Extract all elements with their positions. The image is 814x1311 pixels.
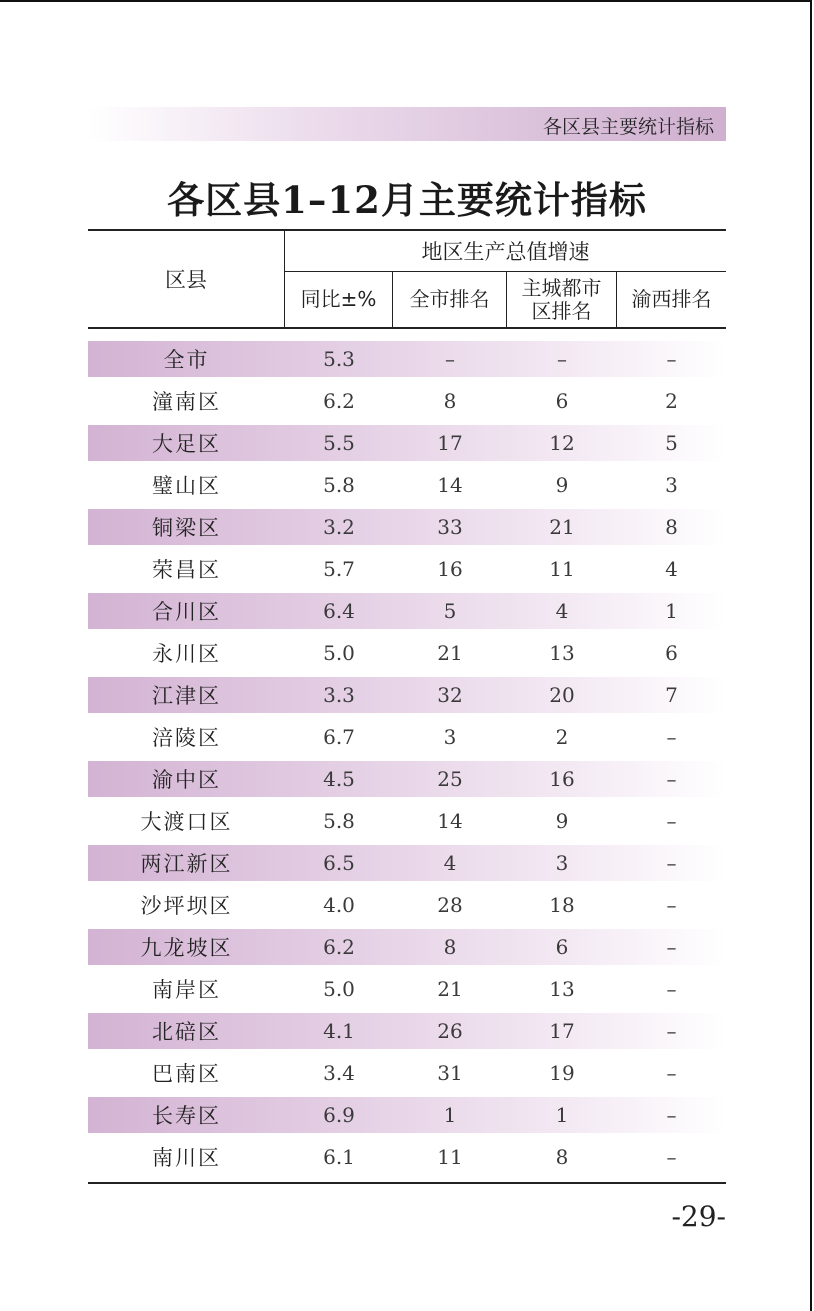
page-title: 各区县1–12月主要统计指标: [167, 178, 647, 222]
cell-yoy: 3.2: [323, 515, 355, 539]
cell-yuxi-rank: –: [666, 977, 677, 1001]
cell-yuxi-rank: 7: [665, 683, 678, 707]
cell-yuxi-rank: –: [666, 725, 677, 749]
table-body: [88, 338, 726, 1178]
cell-yuxi-rank: –: [666, 1019, 677, 1043]
cell-main-urban-rank: 19: [549, 1061, 575, 1085]
cell-yoy: 5.3: [323, 347, 355, 371]
cell-yuxi-rank: 5: [665, 431, 678, 455]
cell-city-rank: 14: [437, 473, 463, 497]
cell-city-rank: 4: [443, 851, 457, 875]
cell-main-urban-rank: 6: [555, 389, 569, 413]
cell-yoy: 4.5: [323, 767, 355, 791]
cell-main-urban-rank: 18: [549, 893, 575, 917]
cell-county: 江津区: [152, 684, 221, 708]
cell-county: 永川区: [152, 642, 221, 666]
header-yoy: 同比±%: [285, 272, 393, 327]
cell-county: 南岸区: [152, 978, 221, 1002]
cell-city-rank: 25: [437, 767, 463, 791]
table-row: [88, 761, 726, 797]
cell-main-urban-rank: 20: [549, 683, 575, 707]
header-yuxi-rank: 渝西排名: [631, 287, 712, 311]
cell-county: 合川区: [152, 600, 221, 624]
table-row: [88, 548, 726, 590]
cell-main-urban-rank: 3: [555, 851, 569, 875]
cell-county: 沙坪坝区: [140, 894, 233, 918]
cell-county: 大渡口区: [140, 810, 233, 834]
cell-yoy: 5.7: [323, 557, 355, 581]
cell-city-rank: –: [445, 347, 455, 371]
table-header: [88, 229, 726, 329]
header-gdp-growth: 地区生产总值增速: [285, 231, 726, 272]
cell-city-rank: 8: [443, 935, 457, 959]
cell-yoy: 6.2: [323, 389, 355, 413]
cell-city-rank: 1: [443, 1103, 457, 1127]
cell-city-rank: 21: [437, 641, 463, 665]
table-row: [88, 425, 726, 461]
cell-main-urban-rank: 2: [555, 725, 569, 749]
cell-county: 铜梁区: [152, 516, 221, 540]
cell-city-rank: 28: [437, 893, 463, 917]
cell-city-rank: 21: [437, 977, 463, 1001]
cell-yuxi-rank: –: [666, 935, 677, 959]
cell-main-urban-rank: 9: [555, 473, 569, 497]
cell-county: 北碚区: [152, 1020, 221, 1044]
cell-yoy: 5.0: [323, 641, 355, 665]
cell-yoy: 6.4: [323, 599, 355, 623]
cell-yoy: 6.1: [323, 1145, 355, 1169]
table-row: [88, 593, 726, 629]
cell-yuxi-rank: –: [666, 893, 677, 917]
cell-main-urban-rank: 11: [549, 557, 575, 581]
cell-yoy: 4.0: [323, 893, 355, 917]
cell-city-rank: 17: [437, 431, 463, 455]
cell-city-rank: 26: [437, 1019, 463, 1043]
cell-yoy: 5.0: [323, 977, 355, 1001]
cell-yoy: 6.2: [323, 935, 355, 959]
section-banner-label: 各区县主要统计指标: [542, 116, 714, 138]
cell-city-rank: 5: [443, 599, 457, 623]
header-city-rank: 全市排名: [393, 272, 507, 327]
table-row: [88, 884, 726, 926]
table-row: [88, 1013, 726, 1049]
table-row: [88, 1097, 726, 1133]
cell-county: 渝中区: [152, 768, 221, 792]
cell-city-rank: 31: [437, 1061, 463, 1085]
cell-main-urban-rank: 9: [555, 809, 569, 833]
cell-yuxi-rank: 6: [665, 641, 678, 665]
table-row: [88, 845, 726, 881]
table-row: [88, 716, 726, 758]
table-row: [88, 1052, 726, 1094]
cell-main-urban-rank: 6: [555, 935, 569, 959]
cell-yoy: 4.1: [323, 1019, 355, 1043]
cell-yoy: 6.5: [323, 851, 355, 875]
table-row: [88, 509, 726, 545]
cell-main-urban-rank: 17: [549, 1019, 575, 1043]
cell-yuxi-rank: 8: [665, 515, 678, 539]
cell-yoy: 6.7: [323, 725, 355, 749]
cell-county: 九龙坡区: [140, 936, 233, 960]
bottom-rule: [88, 1182, 726, 1184]
table-row: [88, 929, 726, 965]
cell-yuxi-rank: –: [666, 851, 677, 875]
cell-county: 涪陵区: [152, 726, 221, 750]
header-county: 区县: [88, 231, 285, 327]
page-number: -29-: [671, 1200, 726, 1233]
cell-yuxi-rank: –: [666, 1103, 677, 1127]
cell-yoy: 3.4: [323, 1061, 355, 1085]
section-banner: [88, 107, 726, 141]
cell-yoy: 5.5: [323, 431, 355, 455]
cell-main-urban-rank: 16: [549, 767, 575, 791]
table-row: [88, 380, 726, 422]
cell-county: 大足区: [152, 432, 221, 456]
table-row: [88, 1136, 726, 1178]
cell-yoy: 5.8: [323, 809, 355, 833]
cell-main-urban-rank: 13: [549, 641, 575, 665]
cell-yuxi-rank: –: [666, 809, 677, 833]
cell-yuxi-rank: –: [666, 1061, 677, 1085]
table-row: [88, 632, 726, 674]
cell-main-urban-rank: 21: [549, 515, 575, 539]
cell-yuxi-rank: –: [666, 347, 677, 371]
cell-county: 南川区: [152, 1146, 221, 1170]
cell-yoy: 5.8: [323, 473, 355, 497]
cell-county: 荣昌区: [152, 558, 221, 582]
cell-yuxi-rank: 1: [665, 599, 678, 623]
cell-yuxi-rank: 2: [665, 389, 678, 413]
cell-main-urban-rank: 1: [555, 1103, 569, 1127]
table-row: [88, 968, 726, 1010]
cell-county: 潼南区: [152, 390, 221, 414]
cell-yuxi-rank: 4: [665, 557, 678, 581]
table-row: [88, 677, 726, 713]
cell-city-rank: 14: [437, 809, 463, 833]
cell-main-urban-rank: 12: [549, 431, 575, 455]
table-row: [88, 800, 726, 842]
cell-yoy: 6.9: [323, 1103, 355, 1127]
cell-yuxi-rank: –: [666, 767, 677, 791]
cell-main-urban-rank: –: [557, 347, 567, 371]
cell-county: 巴南区: [152, 1062, 221, 1086]
cell-city-rank: 16: [437, 557, 463, 581]
cell-yoy: 3.3: [323, 683, 355, 707]
cell-city-rank: 33: [437, 515, 463, 539]
cell-county: 璧山区: [152, 474, 221, 498]
table-row: [88, 341, 726, 377]
cell-county: 全市: [163, 348, 210, 372]
cell-city-rank: 8: [443, 389, 457, 413]
cell-city-rank: 3: [443, 725, 457, 749]
cell-main-urban-rank: 13: [549, 977, 575, 1001]
table-row: [88, 464, 726, 506]
cell-main-urban-rank: 8: [555, 1145, 569, 1169]
cell-city-rank: 32: [437, 683, 463, 707]
header-main-urban-rank: 主城都市区排名: [507, 272, 617, 327]
cell-county: 两江新区: [140, 852, 233, 876]
cell-county: 长寿区: [152, 1104, 221, 1128]
cell-main-urban-rank: 4: [555, 599, 569, 623]
cell-yuxi-rank: –: [666, 1145, 677, 1169]
cell-city-rank: 11: [437, 1145, 463, 1169]
cell-yuxi-rank: 3: [665, 473, 678, 497]
